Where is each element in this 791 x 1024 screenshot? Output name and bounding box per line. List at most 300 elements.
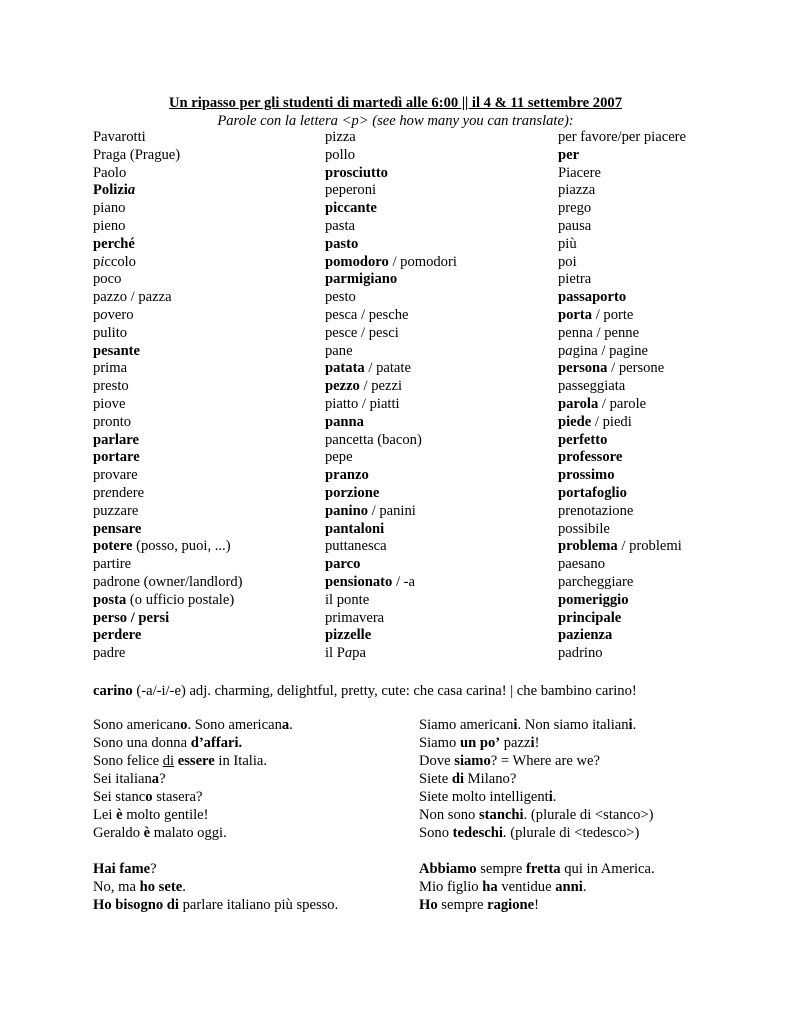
vocab-word (93, 147, 243, 165)
word-column-2 (325, 129, 457, 663)
text-segment: prima (93, 360, 128, 377)
text-segment: perché (93, 235, 135, 252)
example-sentence (419, 716, 654, 734)
vocab-word (325, 645, 457, 663)
text-segment: porta (558, 306, 593, 323)
vocab-word (558, 236, 686, 254)
vocab-word (325, 449, 457, 467)
text-segment: pesante (93, 342, 141, 359)
text-segment: a (151, 771, 160, 787)
text-segment: Paolo (93, 164, 127, 181)
text-segment: Piacere (558, 164, 601, 181)
text-segment: parco (325, 556, 361, 573)
text-segment: Siete molto intelligent (419, 789, 549, 805)
text-segment: è (143, 825, 151, 841)
text-segment: pantaloni (325, 520, 385, 537)
vocab-word (93, 307, 243, 325)
text-segment: paesano (558, 556, 606, 573)
text-segment: a (344, 645, 353, 662)
vocab-word (558, 182, 686, 200)
text-segment: pazz (500, 735, 531, 751)
text-segment: gina / pagine (572, 342, 648, 359)
text-segment: ! (534, 897, 540, 913)
example-sentence (93, 806, 293, 824)
text-segment: prossimo (558, 467, 615, 484)
text-segment: / piedi (591, 413, 632, 430)
example-sentence (419, 896, 655, 914)
vocab-word (93, 538, 243, 556)
text-segment: ha (482, 879, 498, 895)
text-segment: pesca / pesche (325, 306, 409, 323)
text-segment: piano (93, 200, 126, 217)
text-segment: qui in America. (560, 861, 655, 877)
text-segment: Geraldo (93, 825, 144, 841)
example-sentence (419, 770, 654, 788)
text-segment: o (145, 789, 153, 805)
example-sentence (419, 788, 654, 806)
vocab-word (558, 556, 686, 574)
text-segment: a (281, 717, 290, 733)
text-segment: pensionato (325, 573, 393, 590)
text-segment: i (548, 789, 553, 805)
vocab-word (558, 307, 686, 325)
text-segment: Siamo american (419, 717, 514, 733)
text-segment: malato oggi. (150, 825, 227, 841)
vocab-word (93, 610, 243, 628)
text-segment: i (100, 253, 105, 270)
vocab-word (325, 236, 457, 254)
vocab-word (325, 307, 457, 325)
vocab-word (93, 325, 243, 343)
vocab-word (325, 521, 457, 539)
text-segment: . (582, 879, 587, 895)
vocab-word (325, 254, 457, 272)
vocab-word (325, 538, 457, 556)
text-segment: pollo (325, 146, 355, 163)
text-segment: ? (159, 771, 166, 787)
page-subtitle: Parole con la lettera <p> (see how many you can translate): (217, 113, 574, 129)
vocab-word (325, 147, 457, 165)
vocab-word (93, 165, 243, 183)
text-segment: (-a/-i/-e) adj. charming, delightful, pretty, cute: che casa carina! | che bambino carino! (132, 683, 637, 699)
sentence-block-avere-left (93, 860, 338, 914)
vocab-word (558, 574, 686, 592)
carino-definition-line (93, 682, 637, 700)
text-segment: pasto (325, 235, 359, 252)
text-segment: p (93, 627, 102, 644)
text-segment: carino (93, 683, 133, 699)
text-segment: No, ma (93, 879, 140, 895)
vocab-word (558, 165, 686, 183)
vocab-word (325, 627, 457, 645)
vocab-word (325, 129, 457, 147)
text-segment: ! (534, 735, 540, 751)
text-segment: . Sono american (187, 717, 282, 733)
vocab-word (93, 556, 243, 574)
text-segment: . Non siamo italian (517, 717, 629, 733)
text-segment: Mio figlio (419, 879, 483, 895)
example-sentence (93, 770, 293, 788)
text-segment: essere (177, 753, 215, 769)
vocab-word (93, 485, 243, 503)
vocab-word (325, 218, 457, 236)
example-sentence (93, 752, 293, 770)
vocab-word (93, 467, 243, 485)
text-segment: fretta (526, 861, 561, 877)
vocab-word (558, 645, 686, 663)
text-segment: Dove (419, 753, 455, 769)
vocab-word (325, 574, 457, 592)
vocab-word (558, 485, 686, 503)
text-segment: panino (325, 502, 368, 519)
text-segment: pane (325, 342, 353, 359)
example-sentence (93, 824, 293, 842)
vocab-word (558, 503, 686, 521)
text-segment: ? = Where are we? (490, 753, 600, 769)
text-segment: / parole (598, 395, 647, 412)
text-segment: pezzo (325, 378, 360, 395)
vocab-word (325, 165, 457, 183)
text-segment: il P (325, 645, 345, 662)
text-segment: partire (93, 556, 132, 573)
text-segment: Siamo (419, 735, 460, 751)
text-segment: padrone (owner/landlord) (93, 573, 243, 590)
text-segment: Milano? (464, 771, 517, 787)
text-segment: pulito (93, 324, 128, 341)
text-segment: Abbiamo (419, 861, 477, 877)
text-segment: d’affari. (190, 735, 243, 751)
text-segment: / panini (368, 502, 416, 519)
text-segment: pazzo / pazza (93, 289, 172, 306)
example-sentence (93, 716, 293, 734)
text-segment: presto (93, 378, 129, 395)
text-segment: e (105, 484, 112, 501)
text-segment: pensare (93, 520, 142, 537)
text-segment: ragione (487, 897, 535, 913)
text-segment: Ho (419, 897, 438, 913)
text-segment: di (451, 771, 465, 787)
vocab-word (93, 521, 243, 539)
vocab-word (325, 503, 457, 521)
vocab-word (325, 414, 457, 432)
text-segment: Pavarotti (93, 129, 146, 145)
text-segment: prego (558, 200, 592, 217)
text-segment: passeggiata (558, 378, 626, 395)
text-segment: / patate (364, 360, 411, 377)
example-sentence (93, 878, 338, 896)
text-segment: piccante (325, 200, 377, 217)
vocab-word (93, 574, 243, 592)
text-segment: porzione (325, 484, 380, 501)
text-segment: / pezzi (359, 378, 402, 395)
text-segment: / problemi (617, 538, 682, 555)
text-segment: portare (93, 449, 140, 466)
vocab-word (93, 432, 243, 450)
text-segment: per (558, 146, 580, 163)
text-segment: piatto / piatti (325, 395, 400, 412)
vocab-word (325, 360, 457, 378)
vocab-word (325, 325, 457, 343)
text-segment: per favore/per piacere (558, 129, 687, 145)
text-segment: . (plurale di <tedesco>) (502, 825, 640, 841)
text-segment: Ho bisogno di (93, 897, 179, 913)
text-segment: siamo (454, 753, 491, 769)
vocab-word (93, 414, 243, 432)
text-segment: parlare italiano più spesso. (178, 897, 339, 913)
text-segment: vero (107, 306, 134, 323)
text-segment: professore (558, 449, 623, 466)
vocab-word (325, 271, 457, 289)
text-segment: perso / persi (93, 609, 170, 626)
vocab-word (325, 592, 457, 610)
vocab-word (93, 254, 243, 272)
vocab-word (93, 218, 243, 236)
text-segment: perfetto (558, 431, 608, 448)
text-segment: . (289, 717, 293, 733)
text-segment: ndere (111, 484, 145, 501)
text-segment: Sono felice (93, 753, 163, 769)
text-segment: i (530, 735, 535, 751)
example-sentence (419, 878, 655, 896)
vocab-word (93, 182, 243, 200)
text-segment: pronto (93, 413, 132, 430)
text-segment: . (182, 879, 186, 895)
vocab-word (558, 325, 686, 343)
vocab-word (325, 343, 457, 361)
text-segment: problema (558, 538, 618, 555)
text-segment: pr (93, 484, 106, 501)
vocab-word (558, 414, 686, 432)
example-sentence (419, 860, 655, 878)
text-segment: o (180, 717, 188, 733)
vocab-word (93, 396, 243, 414)
vocab-word (558, 521, 686, 539)
vocab-word (325, 200, 457, 218)
vocab-word (325, 396, 457, 414)
text-segment: stasera? (152, 789, 203, 805)
vocab-word (558, 592, 686, 610)
sentence-block-singular (93, 716, 293, 842)
text-segment: / persone (607, 360, 665, 377)
page-title: Un ripasso per gli studenti di martedì alle 6:00 || il 4 & 11 settembre 2007 (168, 95, 622, 111)
text-segment: Polizi (93, 182, 128, 199)
text-segment: prosciutto (325, 164, 388, 181)
text-segment: pieno (93, 217, 126, 234)
example-sentence (93, 860, 338, 878)
vocab-word (558, 271, 686, 289)
text-segment: più (558, 235, 577, 252)
text-segment: pepe (325, 449, 353, 466)
vocab-word (93, 200, 243, 218)
vocab-word (558, 289, 686, 307)
text-segment: Sono american (93, 717, 181, 733)
text-segment: piede (558, 413, 592, 430)
text-segment: p (93, 253, 101, 270)
text-segment: pazienza (558, 627, 613, 644)
text-segment: pa (352, 645, 366, 662)
text-segment: i (628, 717, 633, 733)
text-segment: Siete (419, 771, 452, 787)
vocab-word (558, 147, 686, 165)
vocab-word (558, 378, 686, 396)
vocab-word (558, 627, 686, 645)
text-segment: padre (93, 645, 126, 662)
text-segment: Hai fame (93, 861, 151, 877)
text-segment: a (565, 342, 573, 359)
vocab-word (325, 467, 457, 485)
text-segment: potere (93, 538, 133, 555)
vocab-word (325, 556, 457, 574)
vocab-word (93, 449, 243, 467)
vocab-word (93, 271, 243, 289)
text-segment: pietra (558, 271, 592, 288)
vocab-word (558, 200, 686, 218)
text-segment: parmigiano (325, 271, 398, 288)
vocab-word (558, 432, 686, 450)
text-segment: i (513, 717, 518, 733)
example-sentence (419, 734, 654, 752)
text-segment: (posso, puoi, ...) (132, 538, 231, 555)
sentence-block-plural (419, 716, 654, 842)
text-segment: ventidue (497, 879, 556, 895)
text-segment: primavera (325, 609, 385, 626)
vocab-word (93, 289, 243, 307)
vocab-word (93, 343, 243, 361)
text-segment: pranzo (325, 467, 369, 484)
text-segment: pesce / pesci (325, 324, 399, 341)
vocab-word (93, 360, 243, 378)
text-segment: in Italia. (214, 753, 268, 769)
text-segment: e (101, 627, 108, 644)
text-segment: pizza (325, 129, 356, 145)
text-segment: puzzare (93, 502, 139, 519)
vocab-word (93, 592, 243, 610)
text-segment: p (93, 306, 101, 323)
text-segment: di (162, 753, 175, 769)
text-segment: è (116, 807, 123, 823)
vocab-word (93, 645, 243, 663)
text-segment: . (632, 717, 637, 733)
text-segment: Sono (419, 825, 453, 841)
vocab-word (325, 610, 457, 628)
text-segment: provare (93, 467, 138, 484)
text-segment: Praga (Prague) (93, 146, 181, 163)
example-sentence (419, 752, 654, 770)
vocab-word (93, 378, 243, 396)
text-segment: il ponte (325, 591, 370, 608)
text-segment: puttanesca (325, 538, 387, 555)
text-segment: a (127, 182, 136, 199)
text-segment: molto gentile! (122, 807, 209, 823)
text-segment: . (552, 789, 557, 805)
text-segment: panna (325, 413, 364, 430)
text-segment: sempre (437, 897, 488, 913)
text-segment: Lei (93, 807, 117, 823)
example-sentence (93, 788, 293, 806)
text-segment: peperoni (325, 182, 377, 199)
vocab-word (93, 627, 243, 645)
text-segment: ccolo (104, 253, 136, 270)
text-segment: portafoglio (558, 484, 627, 501)
text-segment: Sono una donna (93, 735, 191, 751)
text-segment: pausa (558, 217, 592, 234)
text-segment: parlare (93, 431, 139, 448)
vocab-word (558, 218, 686, 236)
text-segment: (o ufficio postale) (126, 591, 235, 608)
text-segment: pomodoro (325, 253, 389, 270)
text-segment: penna / penne (558, 324, 640, 341)
text-segment: pesto (325, 289, 356, 306)
text-segment: poco (93, 271, 122, 288)
text-segment: . (plurale di <stanco>) (523, 807, 654, 823)
text-segment: ? (150, 861, 157, 877)
example-sentence (93, 734, 293, 752)
text-segment: pizzelle (325, 627, 372, 644)
vocab-word (558, 396, 686, 414)
text-segment: patata (325, 360, 365, 377)
word-column-1 (93, 129, 243, 663)
vocab-word (325, 378, 457, 396)
vocab-word (558, 449, 686, 467)
text-segment: pomeriggio (558, 591, 629, 608)
text-segment: posta (93, 591, 127, 608)
example-sentence (93, 896, 338, 914)
text-segment: ho sete (139, 879, 183, 895)
text-segment: passaporto (558, 289, 627, 306)
text-segment: / porte (592, 306, 634, 323)
text-segment: persona (558, 360, 608, 377)
text-segment: un po’ (459, 735, 501, 751)
vocab-word (325, 289, 457, 307)
text-segment: p (558, 342, 566, 359)
sentence-block-avere-right (419, 860, 655, 914)
vocab-word (558, 610, 686, 628)
text-segment: piove (93, 395, 126, 412)
text-segment: piazza (558, 182, 596, 199)
vocab-word (558, 360, 686, 378)
text-segment: sempre (476, 861, 527, 877)
text-segment: pasta (325, 217, 355, 234)
vocab-word (93, 503, 243, 521)
text-segment: parola (558, 395, 599, 412)
text-segment: tedeschi (452, 825, 503, 841)
vocab-word (93, 129, 243, 147)
text-segment: rdere (107, 627, 142, 644)
text-segment: parcheggiare (558, 573, 634, 590)
text-segment: o (100, 306, 108, 323)
vocab-word (93, 236, 243, 254)
text-segment: stanchi (479, 807, 524, 823)
vocab-word (558, 467, 686, 485)
text-segment: / -a (392, 573, 416, 590)
vocab-word (325, 182, 457, 200)
example-sentence (419, 806, 654, 824)
text-segment: anni (555, 879, 583, 895)
text-segment: padrino (558, 645, 603, 662)
vocab-word (558, 343, 686, 361)
text-segment: Sei stanc (93, 789, 146, 805)
text-segment: possibile (558, 520, 610, 537)
text-segment: Sei italian (93, 771, 152, 787)
text-segment: pancetta (bacon) (325, 431, 422, 448)
text-segment: prenotazione (558, 502, 634, 519)
text-segment: principale (558, 609, 622, 626)
text-segment: Non sono (419, 807, 479, 823)
text-segment: / pomodori (388, 253, 457, 270)
vocab-word (325, 485, 457, 503)
vocab-word (558, 538, 686, 556)
example-sentence (419, 824, 654, 842)
